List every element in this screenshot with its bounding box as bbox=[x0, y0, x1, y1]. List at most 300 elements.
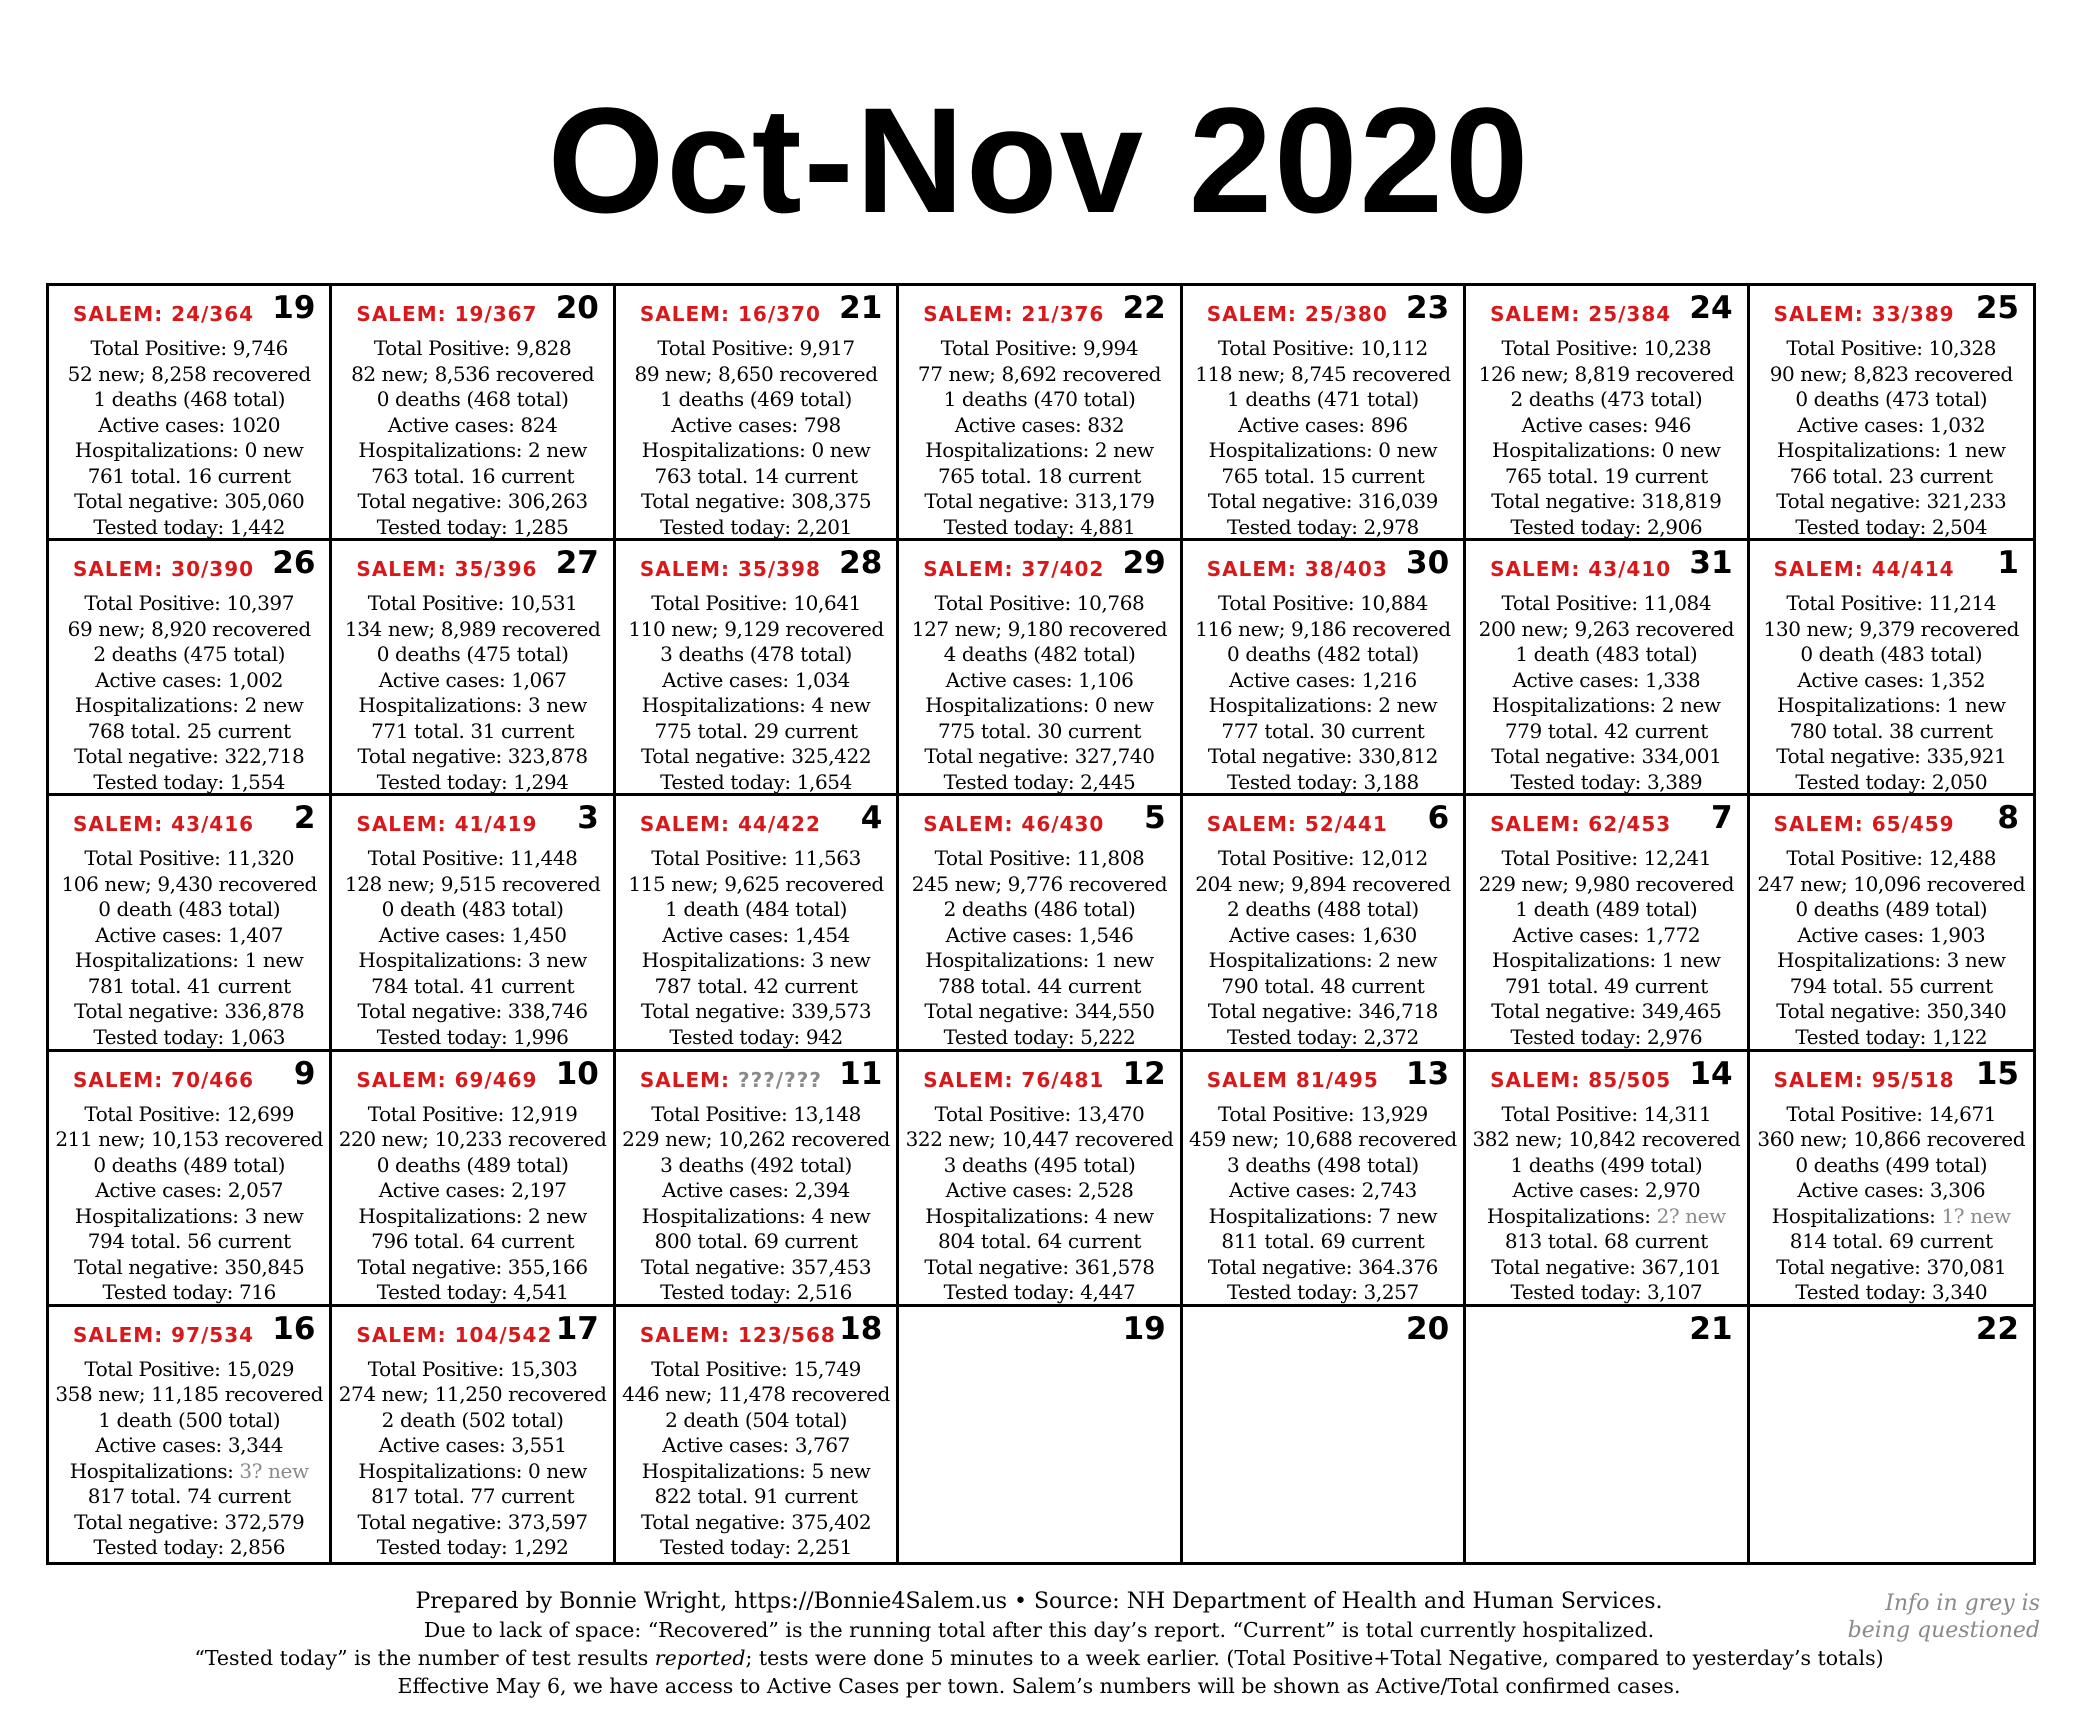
stat-line bbox=[49, 1484, 329, 1510]
stat-line bbox=[49, 1102, 329, 1128]
stat-line-text: Total Positive: 14,671 bbox=[1786, 1101, 1997, 1126]
day-number: 27 bbox=[555, 545, 599, 582]
stat-line-text: Total Positive: 9,917 bbox=[657, 336, 855, 360]
salem-count-label: SALEM: 24/364 bbox=[73, 302, 255, 326]
stat-line bbox=[49, 1510, 329, 1536]
salem-count bbox=[1490, 302, 1671, 326]
stat-line-text: Tested today: 1,654 bbox=[660, 769, 852, 794]
day-stats bbox=[332, 336, 612, 540]
stat-line bbox=[332, 464, 612, 490]
stat-line bbox=[1183, 974, 1463, 1000]
stat-line bbox=[49, 464, 329, 490]
day-stats bbox=[1466, 846, 1746, 1050]
stat-line-text: Active cases: 824 bbox=[387, 412, 558, 437]
day-stats bbox=[616, 591, 896, 795]
salem-count bbox=[1490, 1068, 1671, 1092]
stat-line bbox=[49, 617, 329, 643]
stat-line bbox=[49, 1382, 329, 1408]
day-header bbox=[1183, 1307, 1463, 1357]
stat-line-text: Hospitalizations: 3 new bbox=[641, 948, 871, 973]
day-number: 1 bbox=[1997, 545, 2019, 582]
day-cell bbox=[49, 541, 332, 796]
footer-note-tested-emphasis: reported bbox=[654, 1646, 746, 1670]
day-header bbox=[899, 541, 1179, 591]
stat-line bbox=[49, 948, 329, 974]
stat-line-text: 0 death (483 total) bbox=[98, 897, 281, 922]
stat-line-text: 0 deaths (489 total) bbox=[1795, 897, 1988, 922]
stat-line bbox=[1750, 1204, 2033, 1230]
stat-line-text: Active cases: 896 bbox=[1238, 412, 1408, 437]
stat-line bbox=[616, 464, 896, 490]
stat-line-text: 229 new; 9,980 recovered bbox=[1478, 871, 1735, 896]
stat-line bbox=[1183, 1178, 1463, 1204]
stat-line-text: Total Positive: 15,029 bbox=[84, 1356, 295, 1381]
stat-line-text: 1 deaths (470 total) bbox=[943, 387, 1136, 411]
day-cell bbox=[1183, 286, 1466, 541]
day-cell bbox=[1466, 286, 1749, 541]
stat-line-text: Hospitalizations: bbox=[1486, 1203, 1657, 1228]
stat-line bbox=[1750, 1153, 2033, 1179]
stat-line-text: Total Positive: 10,884 bbox=[1218, 591, 1428, 616]
stat-line-text: 126 new; 8,819 recovered bbox=[1478, 361, 1735, 386]
day-header bbox=[332, 796, 612, 846]
stat-line bbox=[1466, 948, 1746, 974]
day-stats bbox=[899, 591, 1179, 795]
salem-count bbox=[356, 812, 537, 836]
salem-count-label: SALEM: 62/453 bbox=[1490, 812, 1672, 837]
day-cell bbox=[332, 286, 615, 541]
footer-note-active: Effective May 6, we have access to Active Cases per town. Salem’s numbers will be shown as Active/Total confirmed cases. bbox=[397, 1674, 1681, 1698]
stat-line-text: Total Positive: 12,012 bbox=[1218, 846, 1428, 871]
day-number: 17 bbox=[555, 1310, 599, 1347]
stat-line-text: Tested today: 2,516 bbox=[660, 1280, 852, 1305]
day-stats bbox=[616, 1102, 896, 1306]
day-number: 22 bbox=[1975, 1310, 2019, 1347]
stat-line-text: 360 new; 10,866 recovered bbox=[1757, 1127, 2026, 1152]
stat-line bbox=[1750, 719, 2033, 745]
stat-line-text: Tested today: 1,292 bbox=[376, 1535, 569, 1560]
stat-line bbox=[1183, 362, 1463, 388]
stat-line bbox=[49, 1535, 329, 1561]
stat-line-text: 0 deaths (489 total) bbox=[93, 1152, 286, 1177]
salem-count-label: SALEM: 65/459 bbox=[1773, 812, 1955, 837]
day-cell bbox=[616, 1052, 899, 1307]
stat-line-text: Tested today: 3,188 bbox=[1227, 769, 1419, 794]
stat-line bbox=[332, 1025, 612, 1051]
stat-line bbox=[899, 515, 1179, 541]
stat-line-text: Hospitalizations: 0 new bbox=[358, 1458, 587, 1483]
salem-count bbox=[356, 1323, 552, 1347]
stat-line-text: Total negative: 370,081 bbox=[1776, 1254, 2007, 1279]
day-stats bbox=[899, 336, 1179, 540]
stat-line-text: Total Positive: 12,241 bbox=[1501, 846, 1712, 871]
stat-line-text: 3 deaths (478 total) bbox=[660, 642, 852, 667]
stat-line-text: 127 new; 9,180 recovered bbox=[911, 616, 1168, 641]
stat-line-text: 459 new; 10,688 recovered bbox=[1189, 1127, 1457, 1152]
day-stats bbox=[1466, 591, 1746, 795]
stat-line-text: Total negative: 325,422 bbox=[640, 744, 872, 769]
stat-line bbox=[1466, 617, 1746, 643]
stat-line-text: 0 deaths (468 total) bbox=[376, 387, 569, 411]
stat-line-text: 3 deaths (495 total) bbox=[943, 1152, 1136, 1177]
stat-line-text: Tested today: 942 bbox=[669, 1024, 843, 1049]
day-stats bbox=[616, 846, 896, 1050]
stat-line bbox=[49, 642, 329, 668]
salem-count bbox=[356, 557, 537, 581]
salem-count-label: SALEM: 19/367 bbox=[356, 302, 538, 326]
stat-line-text: 787 total. 42 current bbox=[654, 973, 858, 998]
day-cell bbox=[899, 1052, 1182, 1307]
stat-line bbox=[1466, 464, 1746, 490]
stat-line bbox=[616, 872, 896, 898]
stat-line-text: 781 total. 41 current bbox=[87, 973, 291, 998]
day-stats bbox=[616, 1357, 896, 1561]
day-header bbox=[49, 796, 329, 846]
stat-line bbox=[1750, 617, 2033, 643]
salem-count-label: SALEM: 38/403 bbox=[1206, 557, 1388, 582]
stat-line bbox=[49, 872, 329, 898]
salem-count bbox=[640, 1068, 822, 1092]
stat-line bbox=[332, 872, 612, 898]
stat-line bbox=[49, 1408, 329, 1434]
stat-line-text: 2 deaths (486 total) bbox=[943, 897, 1136, 922]
stat-line-text: 1 death (489 total) bbox=[1515, 897, 1698, 922]
stat-line bbox=[1750, 948, 2033, 974]
stat-line bbox=[332, 1102, 612, 1128]
salem-count bbox=[1774, 302, 1955, 326]
day-stats bbox=[1183, 1102, 1463, 1306]
day-number: 5 bbox=[1144, 800, 1166, 837]
grey-info-note-line: Info in grey is bbox=[1885, 1591, 2040, 1616]
day-number: 12 bbox=[1122, 1055, 1166, 1092]
stat-line-text: 0 deaths (473 total) bbox=[1795, 387, 1988, 411]
stat-line bbox=[1183, 413, 1463, 439]
day-number: 22 bbox=[1122, 290, 1166, 326]
day-number: 18 bbox=[839, 1310, 883, 1347]
stat-line-text: Total Positive: 10,238 bbox=[1501, 336, 1712, 360]
stat-line-text: 204 new; 9,894 recovered bbox=[1195, 871, 1451, 896]
stat-line bbox=[332, 1382, 612, 1408]
salem-count bbox=[923, 557, 1104, 581]
day-stats bbox=[1183, 846, 1463, 1050]
stat-line-text: Hospitalizations: 2 new bbox=[1208, 693, 1438, 718]
stat-line-text: 130 new; 9,379 recovered bbox=[1763, 616, 2019, 641]
hospitalizations-questioned: 3? new bbox=[239, 1458, 309, 1483]
stat-line-text: Active cases: 3,306 bbox=[1797, 1178, 1986, 1203]
stat-line-text: 765 total. 18 current bbox=[937, 463, 1142, 488]
stat-line bbox=[899, 668, 1179, 694]
salem-count-label: SALEM: 21/376 bbox=[923, 302, 1105, 326]
hospitalizations-questioned: 2? new bbox=[1656, 1203, 1726, 1228]
stat-line-text: 90 new; 8,823 recovered bbox=[1769, 361, 2013, 386]
day-header bbox=[49, 541, 329, 591]
stat-line bbox=[616, 1229, 896, 1255]
day-header bbox=[1750, 1307, 2033, 1357]
stat-line-text: Total Positive: 14,311 bbox=[1501, 1101, 1712, 1126]
stat-line-text: Tested today: 1,996 bbox=[376, 1024, 569, 1049]
salem-count bbox=[73, 557, 254, 581]
salem-count-label: SALEM: 69/469 bbox=[356, 1067, 538, 1092]
stat-line bbox=[49, 744, 329, 770]
stat-line-text: Hospitalizations: bbox=[69, 1458, 240, 1483]
day-number: 29 bbox=[1122, 545, 1166, 582]
stat-line-text: Hospitalizations: 1 new bbox=[1776, 438, 2006, 462]
day-stats bbox=[1750, 1102, 2033, 1306]
stat-line-text: Active cases: 3,344 bbox=[95, 1433, 284, 1458]
stat-line-text: 2 death (504 total) bbox=[665, 1407, 848, 1432]
salem-count bbox=[73, 812, 254, 836]
stat-line bbox=[332, 1510, 612, 1536]
stat-line bbox=[1183, 1102, 1463, 1128]
stat-line bbox=[1750, 438, 2033, 464]
stat-line bbox=[49, 1433, 329, 1459]
stat-line-text: Tested today: 1,554 bbox=[93, 769, 286, 794]
salem-count-label: SALEM: 43/416 bbox=[73, 812, 255, 837]
stat-line bbox=[1750, 744, 2033, 770]
stat-line-text: Total negative: 316,039 bbox=[1207, 489, 1438, 513]
day-cell bbox=[899, 541, 1182, 796]
stat-line bbox=[1183, 1229, 1463, 1255]
stat-line-text: Tested today: 3,340 bbox=[1795, 1280, 1988, 1305]
stat-line bbox=[332, 1433, 612, 1459]
stat-line bbox=[49, 336, 329, 362]
day-number: 14 bbox=[1689, 1055, 1733, 1092]
stat-line-text: Tested today: 2,906 bbox=[1510, 514, 1703, 539]
salem-count-label: SALEM: 30/390 bbox=[73, 557, 255, 582]
stat-line-text: Total negative: 346,718 bbox=[1207, 999, 1438, 1024]
day-number: 13 bbox=[1406, 1055, 1450, 1092]
stat-line-text: Total negative: 330,812 bbox=[1207, 744, 1438, 769]
salem-count bbox=[1207, 557, 1388, 581]
stat-line-text: Total negative: 350,340 bbox=[1776, 999, 2007, 1024]
stat-line-text: Total Positive: 11,563 bbox=[651, 846, 861, 871]
stat-line bbox=[49, 1127, 329, 1153]
day-cell bbox=[1183, 1307, 1466, 1562]
salem-count-label: SALEM: 35/398 bbox=[639, 557, 821, 582]
stat-line-text: 52 new; 8,258 recovered bbox=[67, 361, 311, 386]
day-header bbox=[49, 1307, 329, 1357]
salem-count bbox=[1774, 812, 1955, 836]
stat-line bbox=[899, 897, 1179, 923]
stat-line bbox=[1183, 591, 1463, 617]
stat-line bbox=[616, 770, 896, 796]
stat-line bbox=[332, 846, 612, 872]
stat-line bbox=[899, 872, 1179, 898]
day-header bbox=[1466, 541, 1746, 591]
stat-line-text: 229 new; 10,262 recovered bbox=[622, 1127, 890, 1152]
stat-line-text: Active cases: 1,032 bbox=[1797, 412, 1986, 437]
stat-line bbox=[49, 1255, 329, 1281]
stat-line bbox=[616, 897, 896, 923]
stat-line bbox=[899, 974, 1179, 1000]
stat-line bbox=[1750, 1127, 2033, 1153]
day-header bbox=[1183, 286, 1463, 336]
salem-count-label: SALEM: 25/380 bbox=[1206, 302, 1388, 326]
day-stats bbox=[616, 336, 896, 540]
day-header bbox=[616, 796, 896, 846]
stat-line bbox=[616, 846, 896, 872]
stat-line-text: Tested today: 3,389 bbox=[1510, 769, 1703, 794]
stat-line bbox=[899, 1255, 1179, 1281]
stat-line bbox=[1466, 693, 1746, 719]
grey-info-note-line: being questioned bbox=[1847, 1618, 2040, 1643]
stat-line-text: Active cases: 2,394 bbox=[662, 1178, 850, 1203]
day-stats bbox=[1750, 591, 2033, 795]
stat-line-text: Total negative: 334,001 bbox=[1491, 744, 1722, 769]
stat-line bbox=[49, 897, 329, 923]
stat-line bbox=[616, 693, 896, 719]
stat-line-text: Tested today: 1,294 bbox=[376, 769, 569, 794]
day-header bbox=[1466, 286, 1746, 336]
stat-line bbox=[49, 515, 329, 541]
stat-line bbox=[1466, 591, 1746, 617]
day-cell bbox=[332, 1052, 615, 1307]
stat-line-text: 768 total. 25 current bbox=[87, 718, 291, 743]
stat-line-text: Total negative: 373,597 bbox=[357, 1509, 588, 1534]
stat-line bbox=[332, 923, 612, 949]
stat-line-text: Active cases: 1,772 bbox=[1512, 922, 1701, 947]
day-number: 20 bbox=[555, 290, 599, 326]
stat-line bbox=[899, 591, 1179, 617]
day-header bbox=[616, 286, 896, 336]
stat-line-text: Hospitalizations: 0 new bbox=[1208, 438, 1438, 462]
salem-count bbox=[923, 1068, 1104, 1092]
stat-line bbox=[1466, 362, 1746, 388]
day-stats bbox=[899, 1102, 1179, 1306]
stat-line-text: 77 new; 8,692 recovered bbox=[917, 361, 1162, 386]
stat-line bbox=[332, 362, 612, 388]
day-header bbox=[899, 796, 1179, 846]
stat-line bbox=[49, 591, 329, 617]
stat-line bbox=[332, 617, 612, 643]
stat-line-text: 761 total. 16 current bbox=[87, 463, 291, 488]
salem-count-label: SALEM: 70/466 bbox=[73, 1067, 255, 1092]
stat-line bbox=[899, 1025, 1179, 1051]
day-header bbox=[1183, 1052, 1463, 1102]
stat-line-text: 115 new; 9,625 recovered bbox=[628, 871, 884, 896]
stat-line bbox=[1183, 1025, 1463, 1051]
footer-note-tested bbox=[0, 1645, 2078, 1672]
stat-line bbox=[49, 693, 329, 719]
stat-line-text: Hospitalizations: 4 new bbox=[925, 1203, 1154, 1228]
day-stats bbox=[1183, 336, 1463, 540]
stat-line-text: Total negative: 327,740 bbox=[924, 744, 1155, 769]
stat-line bbox=[1183, 770, 1463, 796]
stat-line bbox=[1750, 1280, 2033, 1306]
day-cell bbox=[49, 1307, 332, 1562]
stat-line-text: 788 total. 44 current bbox=[937, 973, 1142, 998]
stat-line bbox=[1183, 1204, 1463, 1230]
day-stats bbox=[49, 591, 329, 795]
day-header bbox=[1466, 1052, 1746, 1102]
stat-line-text: Active cases: 1,407 bbox=[95, 922, 284, 947]
stat-line bbox=[49, 362, 329, 388]
stat-line bbox=[1750, 1255, 2033, 1281]
day-number: 21 bbox=[1689, 1310, 1733, 1347]
stat-line bbox=[616, 1255, 896, 1281]
salem-count-label: SALEM: 33/389 bbox=[1773, 302, 1955, 326]
stat-line bbox=[899, 413, 1179, 439]
footer-note-recovered: Due to lack of space: “Recovered” is the running total after this day’s report. “Current” is total currently hospitalized. bbox=[423, 1618, 1655, 1642]
day-number: 24 bbox=[1689, 290, 1733, 326]
stat-line-text: Hospitalizations: 1 new bbox=[1492, 948, 1721, 973]
stat-line bbox=[899, 1280, 1179, 1306]
stat-line bbox=[1750, 872, 2033, 898]
stat-line bbox=[1466, 438, 1746, 464]
stat-line bbox=[616, 1025, 896, 1051]
stat-line bbox=[49, 974, 329, 1000]
stat-line-text: Total Positive: 12,919 bbox=[367, 1101, 578, 1126]
stat-line-text: Total negative: 313,179 bbox=[924, 489, 1155, 513]
day-cell bbox=[1750, 286, 2033, 541]
day-stats bbox=[1750, 846, 2033, 1050]
stat-line bbox=[332, 974, 612, 1000]
stat-line-text: Tested today: 2,504 bbox=[1795, 514, 1988, 539]
stat-line bbox=[616, 642, 896, 668]
salem-count bbox=[1490, 557, 1671, 581]
day-stats bbox=[49, 1357, 329, 1561]
stat-line bbox=[332, 1280, 612, 1306]
stat-line-text: Total Positive: 15,749 bbox=[651, 1356, 861, 1381]
stat-line-text: Total negative: 372,579 bbox=[74, 1509, 305, 1534]
stat-line-text: 1 deaths (469 total) bbox=[660, 387, 852, 411]
day-number: 2 bbox=[293, 800, 316, 837]
stat-line-text: 779 total. 42 current bbox=[1504, 718, 1708, 743]
stat-line bbox=[1466, 1255, 1746, 1281]
day-header bbox=[1750, 1052, 2033, 1102]
stat-line-text: Active cases: 798 bbox=[671, 412, 841, 437]
stat-line bbox=[1750, 362, 2033, 388]
salem-count-label: SALEM: 123/568 bbox=[639, 1322, 836, 1347]
stat-line-text: Total negative: 323,878 bbox=[357, 744, 588, 769]
stat-line bbox=[1183, 438, 1463, 464]
stat-line-text: 382 new; 10,842 recovered bbox=[1472, 1127, 1741, 1152]
stat-line bbox=[49, 1204, 329, 1230]
day-number: 23 bbox=[1406, 290, 1450, 326]
stat-line bbox=[616, 1510, 896, 1536]
stat-line-text: Tested today: 1,122 bbox=[1795, 1024, 1988, 1049]
page-title: Oct-Nov 2020 bbox=[547, 76, 1531, 244]
stat-line bbox=[1183, 489, 1463, 515]
stat-line bbox=[332, 1408, 612, 1434]
stat-line bbox=[1183, 642, 1463, 668]
stat-line bbox=[1183, 923, 1463, 949]
stat-line bbox=[616, 1357, 896, 1383]
stat-line bbox=[1466, 1280, 1746, 1306]
day-cell bbox=[1750, 541, 2033, 796]
stat-line bbox=[616, 668, 896, 694]
stat-line-text: Hospitalizations: 2 new bbox=[358, 1203, 587, 1228]
stat-line bbox=[616, 617, 896, 643]
salem-count-label: SALEM 81/495 bbox=[1206, 1067, 1379, 1092]
stat-line-text: Total Positive: 9,994 bbox=[940, 336, 1139, 360]
stat-line bbox=[332, 1204, 612, 1230]
stat-line bbox=[332, 1153, 612, 1179]
stat-line bbox=[616, 1459, 896, 1485]
stat-line bbox=[1466, 1178, 1746, 1204]
stat-line bbox=[49, 413, 329, 439]
stat-line-text: 775 total. 29 current bbox=[654, 718, 858, 743]
day-number: 11 bbox=[839, 1055, 883, 1092]
day-header bbox=[49, 1052, 329, 1102]
day-cell bbox=[616, 541, 899, 796]
stat-line bbox=[1466, 923, 1746, 949]
stat-line-text: Total Positive: 10,112 bbox=[1218, 336, 1428, 360]
salem-count bbox=[356, 302, 537, 326]
day-number: 19 bbox=[272, 290, 316, 326]
stat-line-text: Tested today: 1,063 bbox=[93, 1024, 286, 1049]
day-number: 8 bbox=[1997, 800, 2019, 837]
